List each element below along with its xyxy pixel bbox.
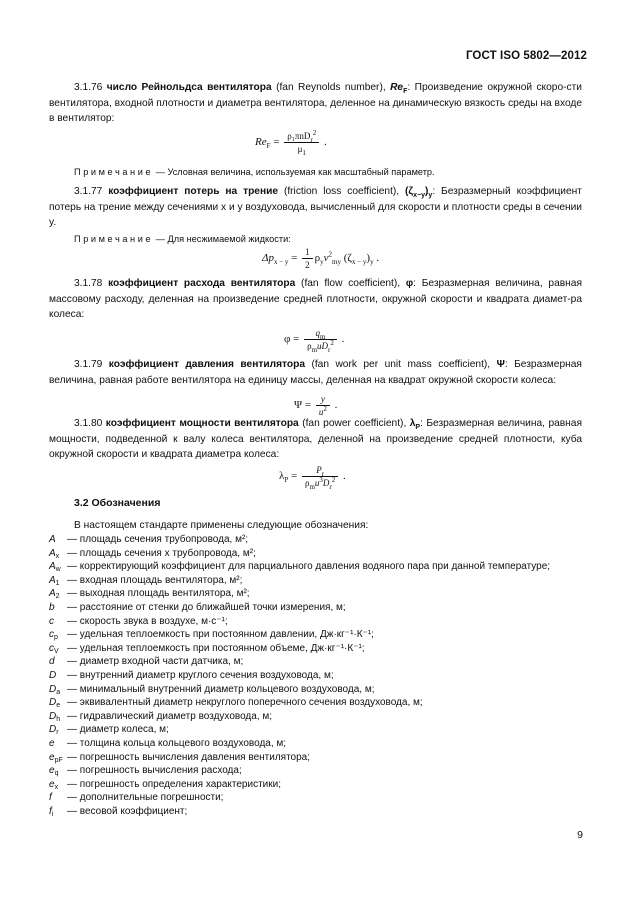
fraction-numerator: y [320,394,325,404]
symbol-subscript: e [56,702,61,710]
fraction-denominator-sub: m [311,345,318,354]
formula-fraction [284,130,319,155]
clause-number: 3.1.77 [74,186,103,197]
formula-v: v [323,252,329,265]
symbol-description: — входная площадь вентилятора, м²; [67,574,243,586]
symbol-row [49,710,589,724]
page-number: 9 [577,829,583,841]
term-symbol: λ [409,418,416,429]
fraction-numerator-sub: r [321,469,325,478]
formula-lhs: λ [279,470,285,483]
symbol-description: — площадь сечения трубопровода, м²; [67,534,249,545]
symbol-description: — удельная теплоемкость при постоянном давлении, Дж·кг⁻¹·К⁻¹; [67,629,374,641]
formula-pressure-coefficient [294,393,337,418]
clause-number: 3.1.78 [74,278,103,289]
term: коэффициент давления вентилятора [108,359,305,370]
symbol-row [49,737,589,751]
term: коэффициент мощности вентилятора [105,418,299,429]
definition-3-1-78 [49,276,582,323]
formula-eq: = [288,252,301,265]
symbol-subscript: w [55,566,61,574]
fraction-numerator-sub: r [310,135,313,144]
term-symbol-close: ) [425,186,429,197]
symbol-letter: A [49,561,56,573]
formula-tail: . [331,399,338,412]
clause-number: 3.1.79 [74,359,103,370]
formula-v-sup: 2 [328,250,333,259]
symbol-description: — эквивалентный диаметр некруглого поперечного сечения воздуховода, м; [67,697,423,709]
symbol-letter: D [49,683,57,695]
fraction-numerator-sup: 2 [312,129,317,137]
symbol-description: — гидравлический диаметр воздуховода, м; [67,710,273,722]
standard-header: ГОСТ ISO 5802—2012 [465,50,587,62]
term-symbol-sub: x−y [413,192,425,200]
symbol-row [49,805,589,819]
symbol-subscript: p [54,634,58,642]
term: коэффициент расхода вентилятора [108,278,296,289]
symbol-row [49,764,589,778]
formula-fraction [302,246,313,271]
term-english: (fan flow coefficient), [301,278,401,289]
symbol-letter: c [49,642,54,654]
fraction-denominator-ud: uD [317,341,329,351]
fraction-numerator-sub: m [320,332,326,341]
formula-reynolds [255,130,327,155]
symbol-description: — диаметр входной части датчика, м; [67,656,244,668]
symbol-letter: A [49,534,56,545]
note-label: Примечание [74,234,154,244]
formula-v-sub: my [332,258,341,267]
formula-lhs-sub: F [266,142,271,151]
formula-zeta: (ζ [340,252,352,265]
symbol-description: — толщина кольца кольцевого воздуховода, м; [67,737,287,749]
symbol-description: — расстояние от стенки до ближайшей точки измерения, м; [67,601,346,613]
section-title: 3.2 Обозначения [74,497,161,509]
fraction-numerator: ρ₁πnD [287,131,311,141]
symbol-letter: f [49,805,52,817]
term-english: (fan work per unit mass coefficient), [311,359,491,370]
definition-text: : Безразмерный коэффициент потерь на трение между сечениями x и y воздуховода, вычисленный для скорости и плотности среды в сечении y. [49,186,582,229]
definition-3-1-76 [49,80,582,127]
definition-text: : Безразмерная величина, равная массовому расходу, деленная на произведение средней плотности, окружной скорости и квадрата диамет-ра колеса: [49,278,582,321]
symbol-row [49,778,589,792]
symbol-letter: A [49,588,56,600]
symbol-subscript: x [55,552,60,560]
symbol-subscript: 2 [55,593,60,601]
definition-3-1-80 [49,416,582,463]
symbol-subscript: q [54,770,59,778]
formula-zeta-sub: x − y [351,258,367,267]
formula-fraction [304,327,337,352]
symbol-letter: e [49,751,55,763]
symbol-row [49,642,589,656]
note-label: Примечание [74,167,154,177]
symbol-description: — корректирующий коэффициент для парциального давления водяного пара при данной температуре; [67,561,551,573]
formula-tail: . [373,252,380,265]
symbol-row [49,574,589,588]
formula-flow-coefficient [284,327,344,352]
formula-power-coefficient [279,464,346,489]
symbol-row [49,587,589,601]
symbol-row [49,791,589,805]
definition-3-1-77 [49,184,582,231]
symbol-letter: e [49,765,55,777]
formula-lhs-sub: x − y [273,258,289,267]
symbol-row [49,655,589,669]
formula-lhs: Δp [262,252,274,265]
term: число Рейнольдса вентилятора [106,82,272,93]
term-symbol: (ζ [405,186,414,197]
symbol-description: — погрешность определения характеристики; [67,778,281,790]
definition-text: : Безразмерная величина, равная мощности, подведенной к валу колеса вентилятора, деленной на произведение средней плотности, куба окружной скорости и квадрата диаметра колеса: [49,418,582,461]
symbol-subscript: h [56,715,61,723]
formula-eq: = [288,470,300,483]
term-english: (fan power coefficient), [302,418,407,429]
symbol-description: — весовой коэффициент; [67,805,188,817]
symbol-row [49,696,589,710]
term-english: (fan Reynolds number), [276,82,386,93]
fraction-denominator-ud-sup: 2 [330,339,334,347]
formula-eq: = [290,333,303,346]
clause-number: 3.1.76 [74,82,103,93]
formula-eq: = [270,136,283,149]
section-intro: В настоящем стандарте применены следующие обозначения: [74,520,369,531]
symbol-letter: c [49,629,54,641]
fraction-denominator-sup: 2 [323,405,327,413]
symbol-letter: b [49,601,55,613]
symbol-description: — площадь сечения x трубопровода, м²; [67,547,256,559]
symbol-subscript: V [54,647,59,655]
symbol-letter: D [49,669,57,681]
symbol-cell [49,805,67,822]
symbol-description: — скорость звука в воздухе, м·с⁻¹; [67,615,228,627]
symbol-row [49,628,589,642]
fraction-denominator-d-sup: 2 [331,476,336,484]
symbol-subscript: x [54,783,59,791]
symbol-row [49,615,589,629]
formula-lhs: φ [284,333,291,346]
symbol-letter: d [49,656,55,668]
symbol-row [49,751,589,765]
definition-3-1-79 [49,357,582,388]
symbol-subscript: a [56,688,61,696]
term-symbol: φ [405,278,414,289]
formula-lhs: Ψ [294,399,303,412]
formula-eq: = [302,399,314,412]
formula-fraction [316,393,330,418]
symbol-description: — погрешность вычисления расхода; [67,765,242,777]
symbol-letter: c [49,615,54,627]
symbol-description: — внутренний диаметр круглого сечения воздуховода, м; [67,669,334,681]
symbol-row [49,669,589,683]
symbol-letter: A [49,574,56,586]
note-text: — Условная величина, используемая как масштабный параметр. [153,167,435,177]
formula-tail: . [338,333,345,346]
formula-tail: . [321,136,327,149]
symbol-row [49,723,589,737]
definition-text: : Произведение окружной скоро-сти вентилятора, входной плотности и диаметра вентилятора, деленное на динамическую вязкость среды на входе в вентилятор: [49,82,582,125]
symbol-row [49,601,589,615]
formula-fraction [302,464,338,489]
symbol-row [49,683,589,697]
symbol-letter: D [49,724,57,736]
term-symbol: Ψ [496,359,505,370]
term-symbol: Re [390,82,404,93]
symbol-subscript: i [51,810,54,818]
fraction-numerator: 1 [302,246,313,259]
fraction-denominator: μ [297,144,303,154]
fraction-denominator-u: u [314,478,320,488]
symbol-letter: f [49,792,52,804]
fraction-denominator: ρ [307,341,312,351]
symbol-letter: D [49,710,57,722]
term-symbol-sub: P [415,424,421,432]
fraction-denominator-sub: 1 [302,148,306,157]
symbol-description: — дополнительные погрешности; [67,792,224,804]
note-3-1-76 [74,166,582,179]
formula-rho: ρ [314,252,321,265]
term-symbol-sub2: y [428,192,433,200]
symbol-description: — погрешность вычисления давления вентилятора; [67,751,311,763]
fraction-numerator: P [316,465,322,475]
term: коэффициент потерь на трение [108,186,279,197]
fraction-denominator-ud-sub: r [328,345,331,354]
symbol-description: — удельная теплоемкость при постоянном объеме, Дж·кг⁻¹·К⁻¹; [67,642,365,654]
fraction-denominator: ρ [304,478,310,488]
symbol-subscript: 1 [55,579,60,587]
fraction-denominator: 2 [305,260,310,270]
fraction-denominator-u-sup: 3 [319,476,323,484]
symbol-description: — выходная площадь вентилятора, м²; [67,588,250,600]
formula-lhs-sub: P [284,476,289,485]
term-english: (friction loss coefficient), [283,186,400,197]
definition-text: : Безразмерная величина, равная работе вентилятора на единицу массы, деленная на квадрат окружной скорости колеса: [49,359,582,386]
symbol-row [49,547,589,561]
fraction-numerator: q [315,328,320,338]
fraction-denominator: u [318,407,324,417]
fraction-denominator-d-sub: r [329,482,332,491]
symbol-letter: A [49,547,56,559]
fraction-denominator-d: D [322,478,330,488]
symbol-letter: D [49,697,57,709]
note-3-1-77 [74,233,582,246]
symbol-letter: e [49,778,55,790]
symbol-description: — диаметр колеса, м; [67,724,169,736]
note-text: — Для несжимаемой жидкости: [153,234,291,244]
symbol-description: — минимальный внутренний диаметр кольцевого воздуховода, м; [67,683,375,695]
symbol-subscript: pF [54,756,63,764]
symbol-row [49,533,589,547]
formula-lhs: Re [255,136,267,149]
formula-rho-sub: y [320,258,324,267]
formula-zeta-close-sub: y [370,258,374,267]
symbol-subscript: r [56,729,59,737]
formula-tail: . [340,470,346,483]
fraction-denominator-sub: m [309,482,315,491]
symbol-letter: e [49,737,55,749]
clause-number: 3.1.80 [74,418,103,429]
symbol-row [49,560,589,574]
symbol-list [49,533,589,818]
formula-zeta-close: ) [366,252,371,265]
term-symbol-sub: F [403,88,408,96]
formula-friction [262,246,379,271]
